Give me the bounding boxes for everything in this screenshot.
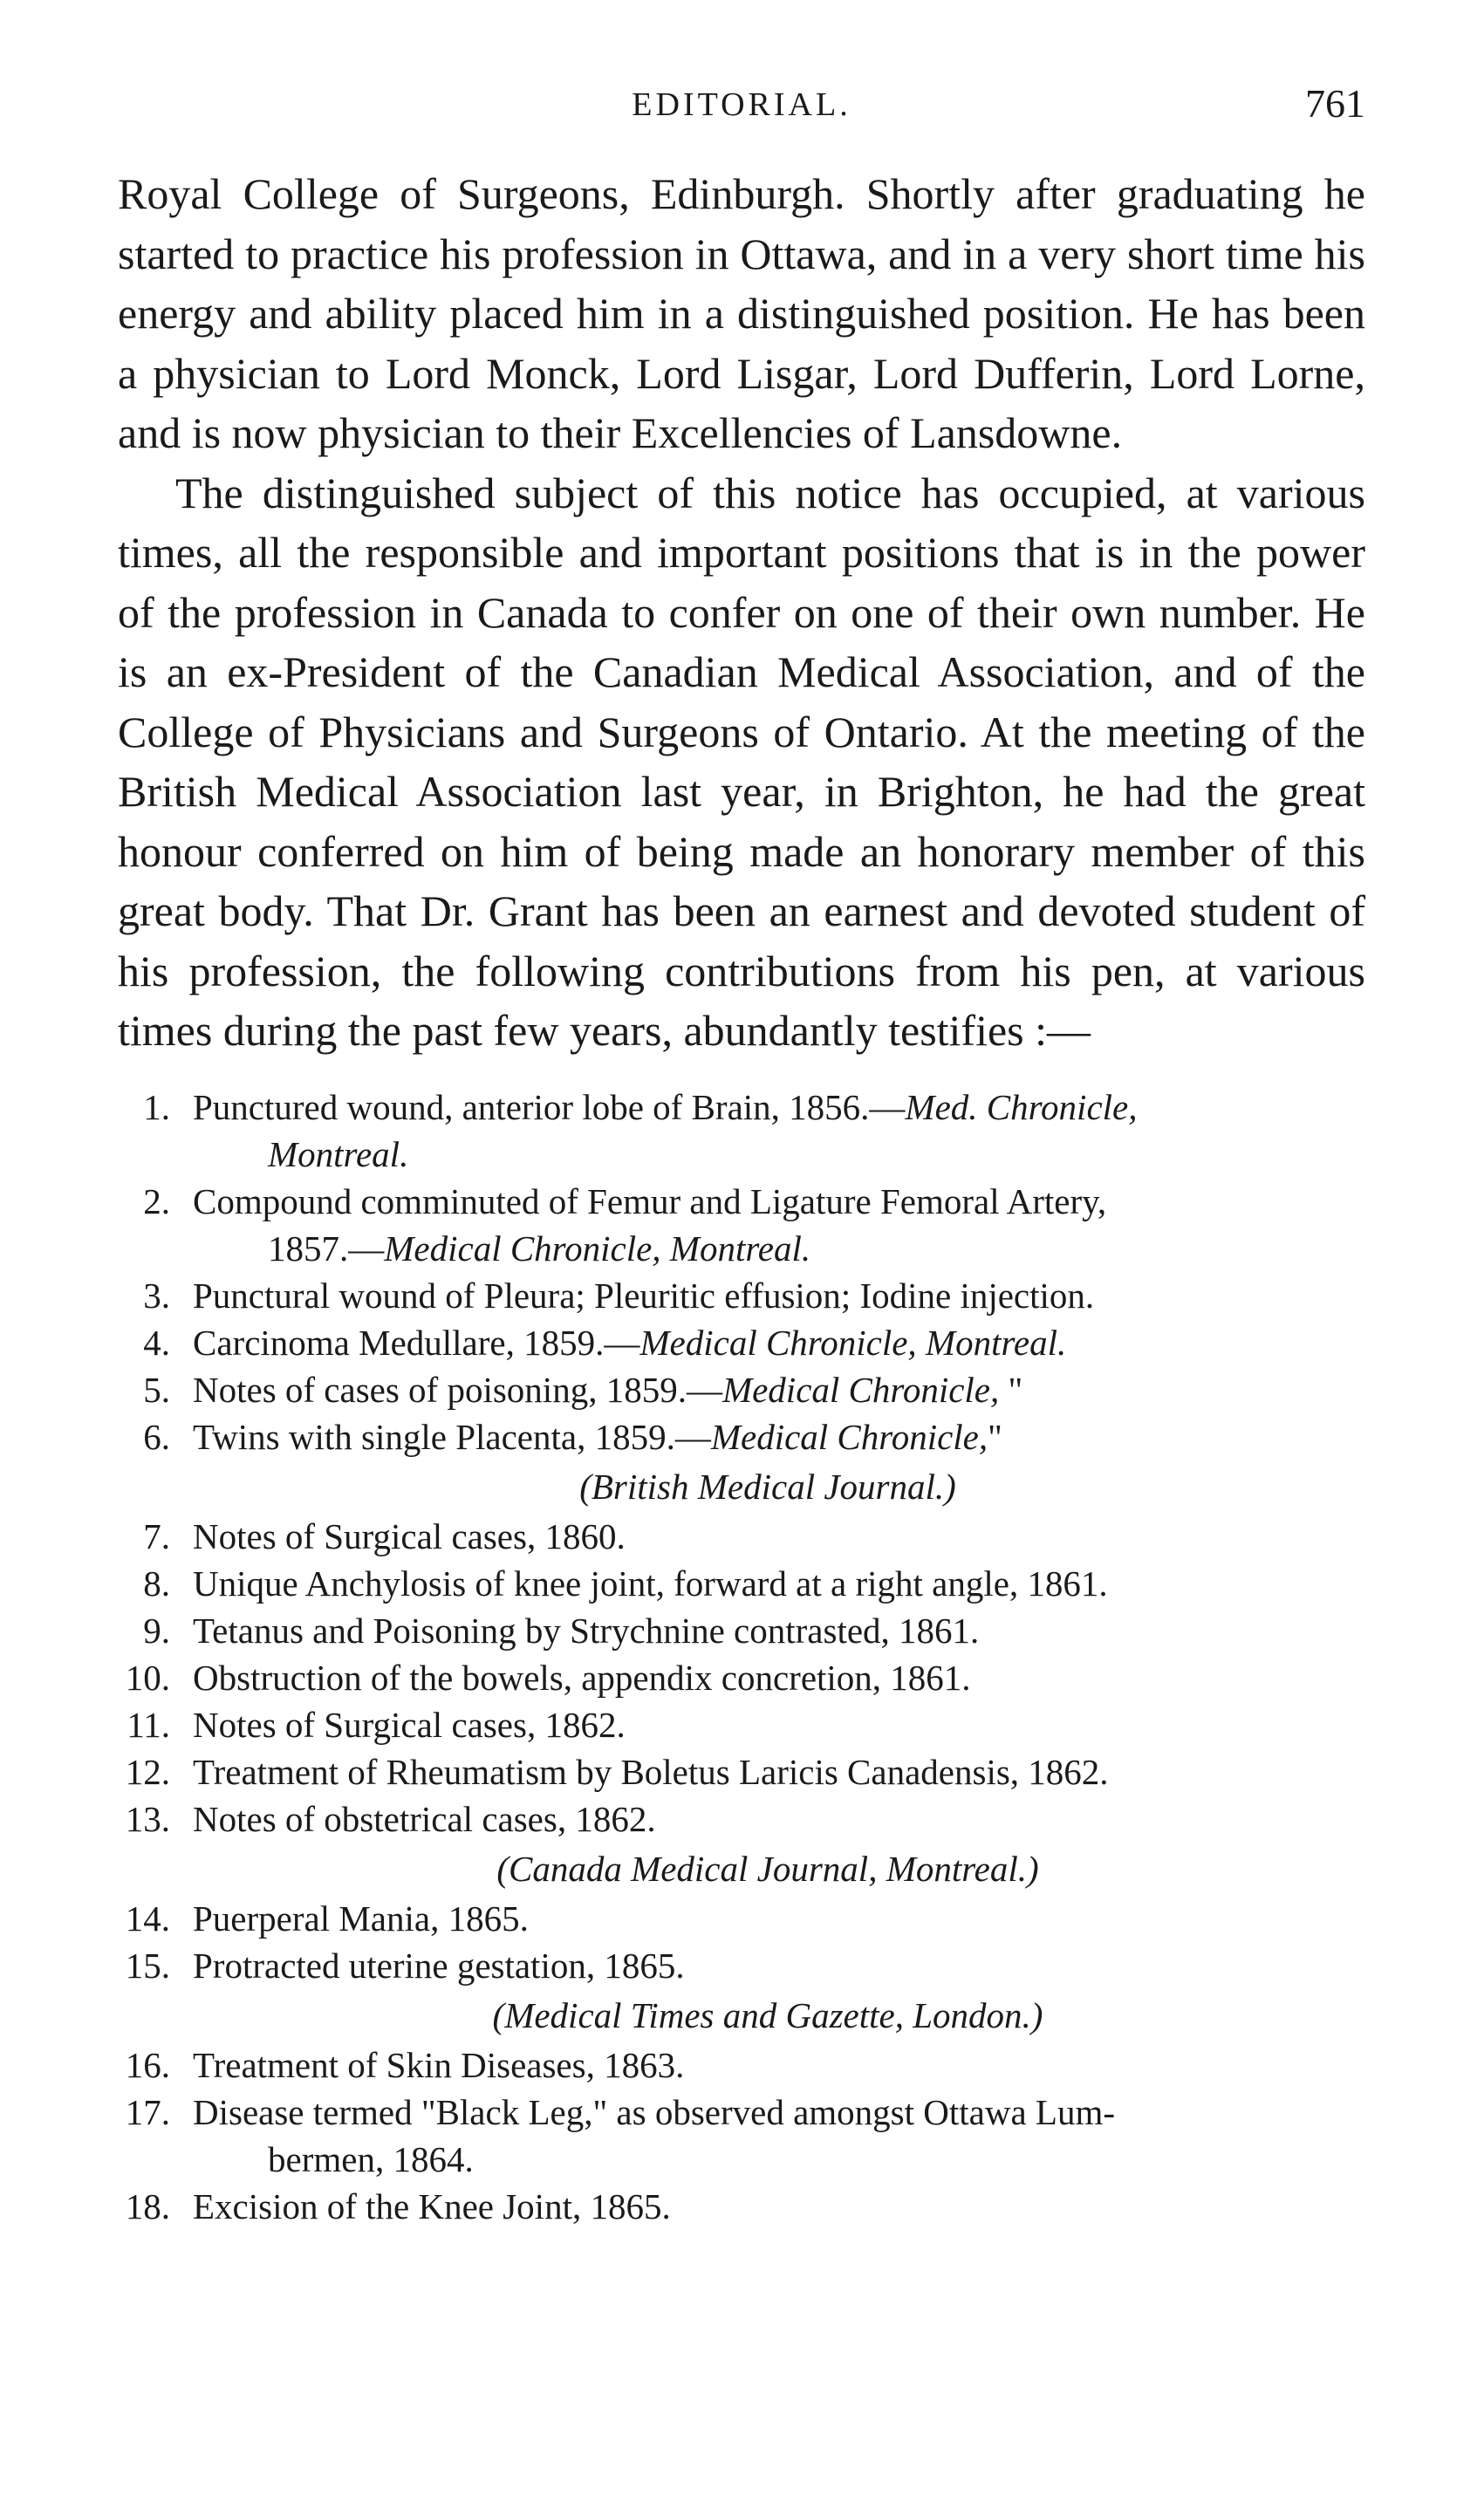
item-number: 7.: [143, 1515, 170, 1556]
item-title: Twins with single Placenta, 1859.—: [193, 1416, 711, 1457]
item-number: 2.: [143, 1180, 170, 1221]
item-title: Treatment of Skin Diseases, 1863.: [193, 2044, 685, 2085]
journal-heading: (British Medical Journal.): [579, 1466, 956, 1507]
item-title: Protracted uterine gestation, 1865.: [193, 1945, 685, 1986]
journal-heading: (Medical Times and Gazette, London.): [492, 1994, 1043, 2035]
item-title: Obstruction of the bowels, appendix concretion, 1861.: [193, 1657, 971, 1698]
item-number: 12.: [125, 1751, 170, 1792]
paragraph-continued: Royal College of Surgeons, Edinburgh. Shortly after graduating he started to practice his profession in Ottawa, and in a very short time his energy and ability placed him in a distinguished position. He has been a physician to Lord Monck, Lord Lisgar, Lord Dufferin, Lord Lorne, and is now physician to their Excellencies of Lansdowne.: [118, 169, 1365, 457]
list-item: [118, 1895, 1365, 1942]
item-title: Punctured wound, anterior lobe of Brain, 1856.—: [193, 1086, 906, 1127]
item-number: 11.: [127, 1704, 170, 1745]
running-title: EDITORIAL.: [632, 86, 851, 123]
list-item: [118, 1513, 1365, 1560]
item-number: 17.: [125, 2091, 170, 2132]
item-number: 9.: [143, 1610, 170, 1651]
list-item: [118, 1748, 1365, 1795]
item-number: 10.: [125, 1657, 170, 1698]
item-number: 16.: [125, 2044, 170, 2085]
page-number: 761: [1305, 81, 1365, 126]
item-number: 1.: [143, 1086, 170, 1127]
item-source: Med. Chronicle,: [905, 1086, 1138, 1127]
list-item: [118, 1560, 1365, 1607]
list-item: [118, 2041, 1365, 2089]
item-title: Treatment of Rheumatism by Boletus Laricis Canadensis, 1862.: [193, 1751, 1109, 1792]
ditto-mark: ": [988, 1416, 1002, 1457]
item-title: Carcinoma Medullare, 1859.—: [193, 1322, 640, 1363]
item-source: Medical Chronicle,: [710, 1416, 988, 1457]
contributions-list: [118, 1084, 1365, 2230]
item-title: Compound comminuted of Femur and Ligature Femoral Artery,: [193, 1180, 1107, 1221]
item-source: Medical Chronicle, Montreal.: [384, 1228, 811, 1269]
item-number: 6.: [143, 1416, 170, 1457]
item-number: 15.: [125, 1945, 170, 1986]
list-item: [118, 2089, 1365, 2183]
list-item: [118, 1084, 1365, 1178]
list-item: [118, 1272, 1365, 1319]
item-number: 14.: [125, 1898, 170, 1939]
item-number: 18.: [125, 2185, 170, 2226]
item-source: Medical Chronicle,: [721, 1369, 1000, 1410]
item-title: Notes of cases of poisoning, 1859.—: [193, 1369, 722, 1410]
item-number: 5.: [143, 1369, 170, 1410]
item-title: Disease termed "Black Leg," as observed amongst Ottawa Lum-: [193, 2091, 1116, 2132]
item-number: 13.: [125, 1798, 170, 1839]
list-item: [118, 1701, 1365, 1748]
article-body: [118, 164, 1365, 2230]
list-item: [118, 2183, 1365, 2230]
paragraph-contributions-intro: The distinguished subject of this notice has occupied, at various times, all the responsible and important positions that is in the power of the profession in Canada to confer on one of their own number. He is an ex-President of the Canadian Medical Association, and of the College of Physicians and Surgeons of Ontario. At the meeting of the British Medical Association last year, in Brighton, he had the great honour conferred on him of being made an honorary member of this great body. That Dr. Grant has been an earnest and devoted student of his profession, the following contributions from his pen, at various times during the past few years, abundantly testifies :—: [118, 468, 1365, 1055]
item-title: Notes of obstetrical cases, 1862.: [193, 1798, 656, 1839]
item-continued: [193, 1225, 1365, 1272]
list-item: [118, 1366, 1365, 1413]
item-source-continued: Montreal.: [268, 1133, 409, 1174]
list-item: [118, 1654, 1365, 1701]
list-item: [118, 1795, 1365, 1843]
item-title: Puerperal Mania, 1865.: [193, 1898, 529, 1939]
item-title: Notes of Surgical cases, 1862.: [193, 1704, 626, 1745]
list-item: [118, 1413, 1365, 1460]
item-title: Excision of the Knee Joint, 1865.: [193, 2185, 671, 2226]
list-item: [118, 1178, 1365, 1272]
list-item: [118, 1319, 1365, 1366]
item-title: Notes of Surgical cases, 1860.: [193, 1515, 626, 1556]
item-source: Medical Chronicle, Montreal.: [639, 1322, 1067, 1363]
running-header: [118, 80, 1365, 133]
ditto-mark: ": [1008, 1369, 1023, 1410]
item-title-continued: bermen, 1864.: [268, 2138, 474, 2179]
item-number: 8.: [143, 1563, 170, 1604]
list-item: [118, 1607, 1365, 1654]
item-title: Tetanus and Poisoning by Strychnine contrasted, 1861.: [193, 1610, 980, 1651]
item-number: 3.: [143, 1275, 170, 1316]
item-title-continued: 1857.—: [268, 1228, 385, 1269]
journal-heading: (Canada Medical Journal, Montreal.): [496, 1848, 1039, 1889]
item-number: 4.: [143, 1322, 170, 1363]
item-title: Unique Anchylosis of knee joint, forward at a right angle, 1861.: [193, 1563, 1108, 1604]
item-title: Punctural wound of Pleura; Pleuritic effusion; Iodine injection.: [193, 1275, 1095, 1316]
list-item: [118, 1942, 1365, 1989]
